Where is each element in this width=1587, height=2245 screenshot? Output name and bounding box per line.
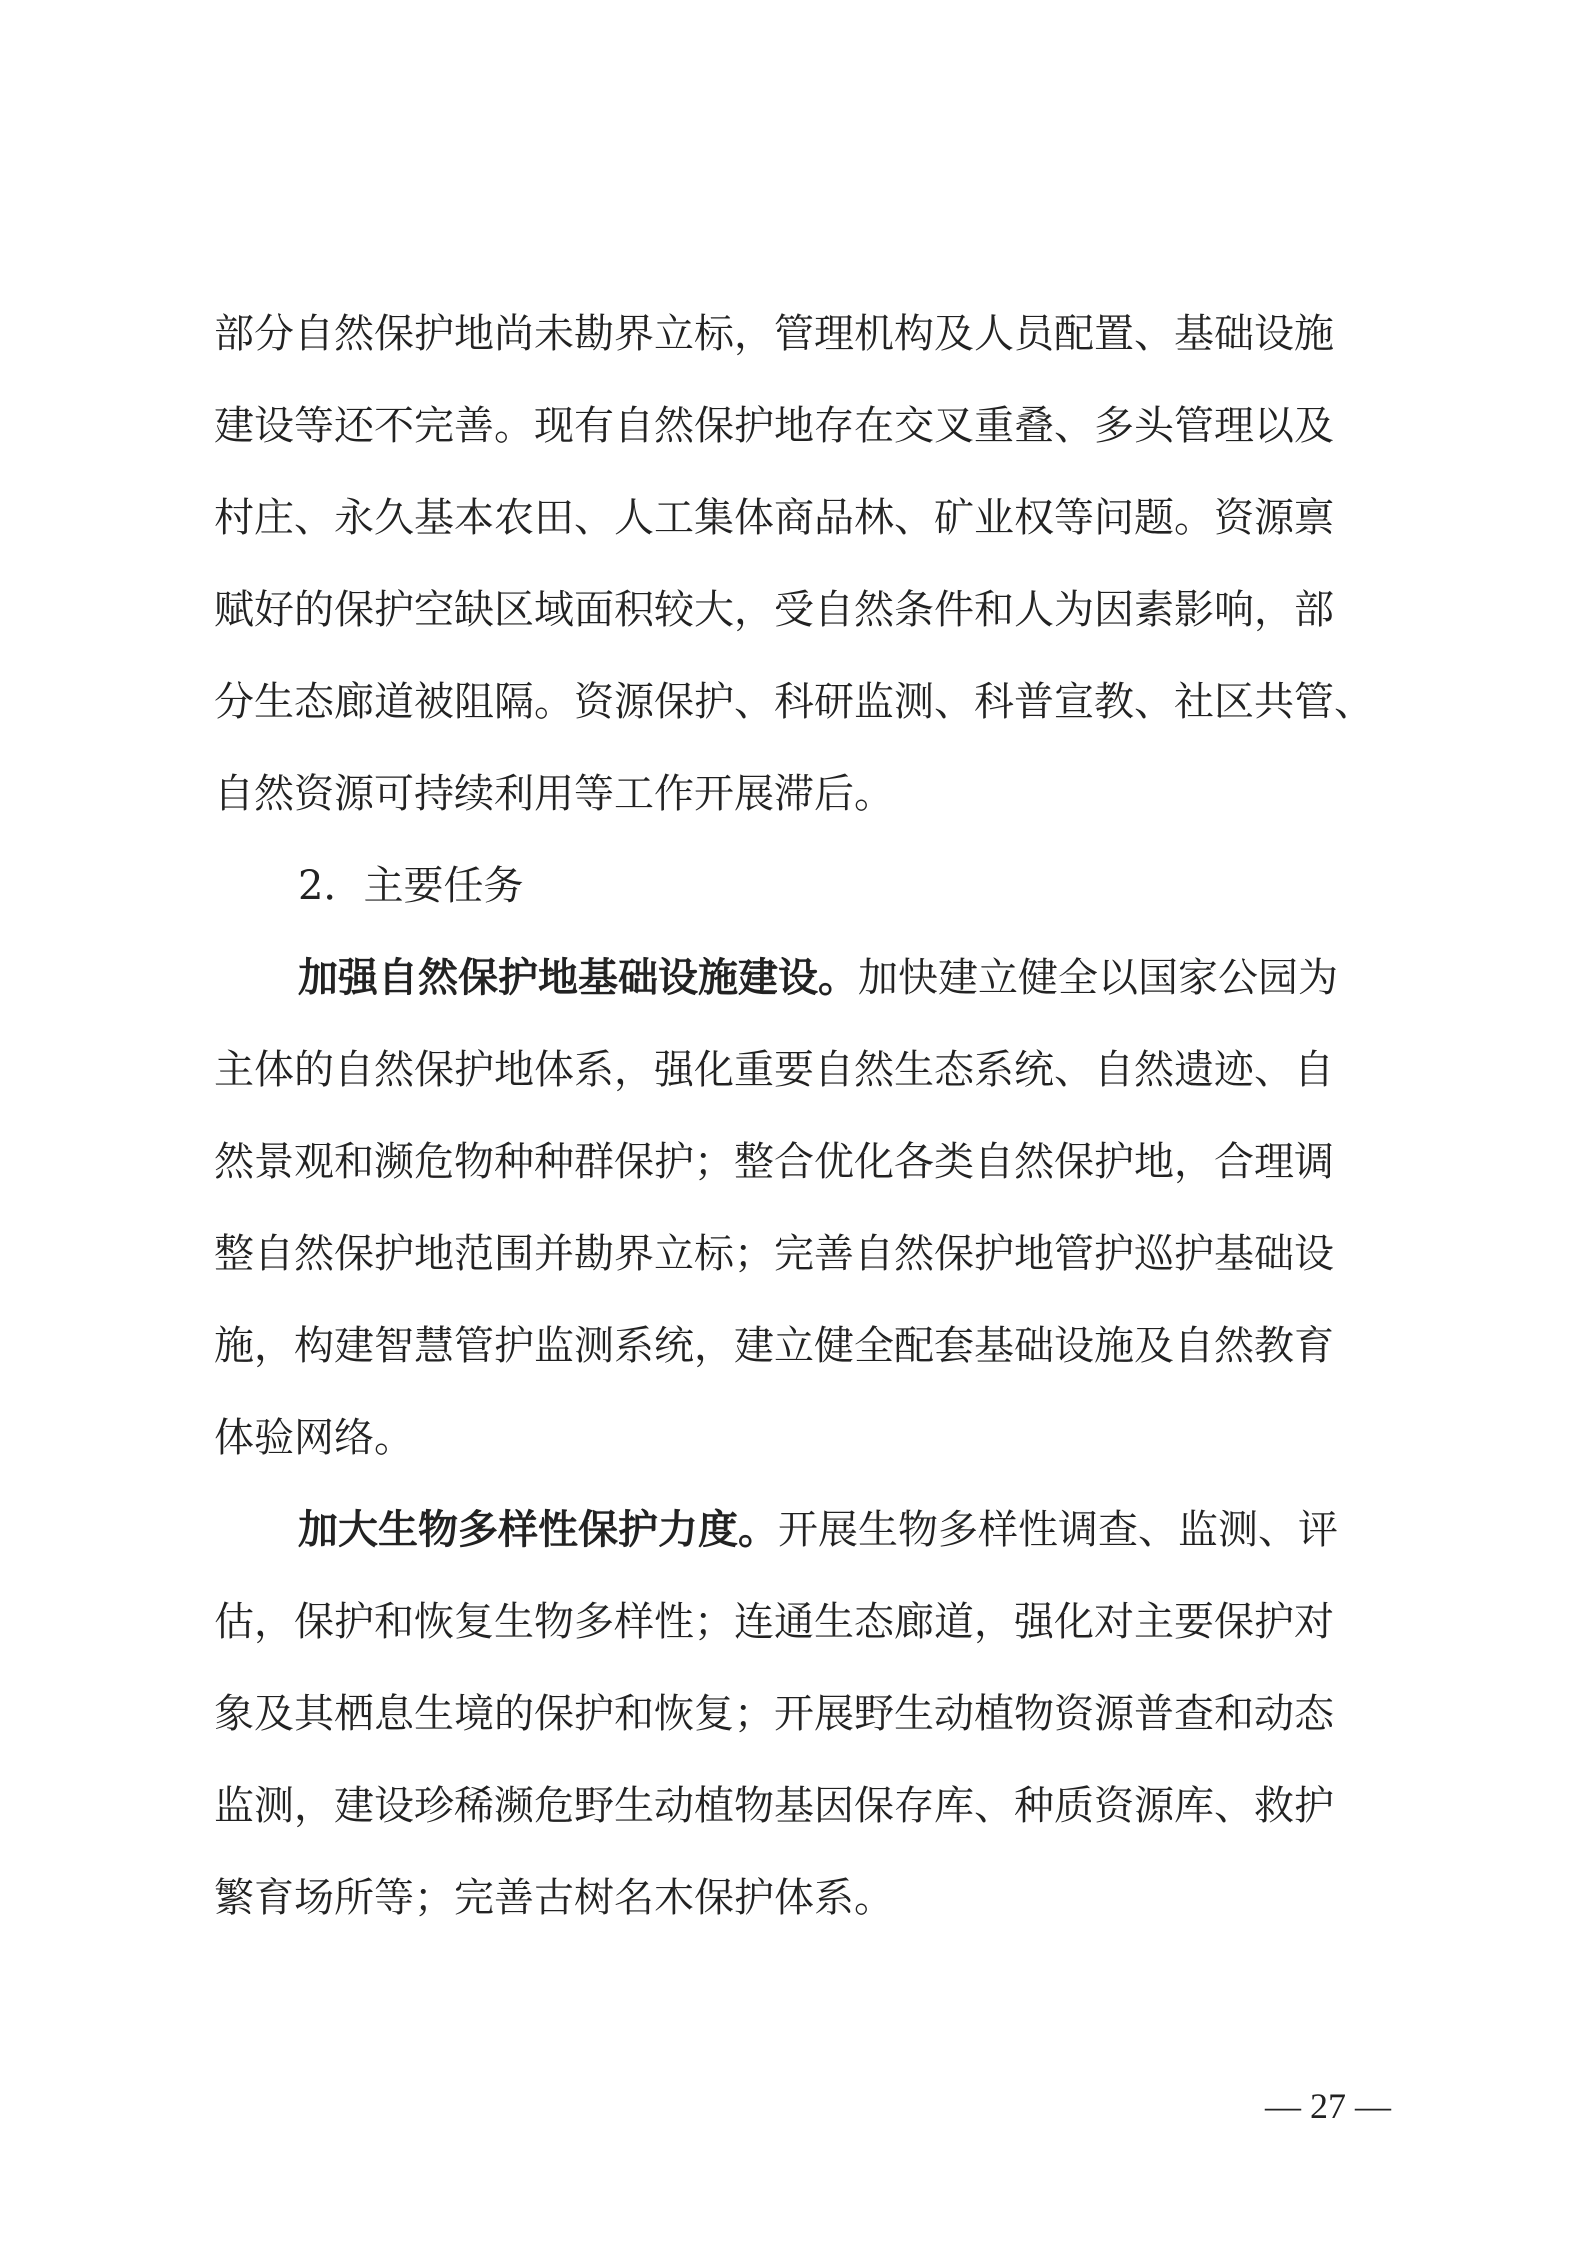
task-1-line: 然景观和濒危物种种群保护；整合优化各类自然保护地，合理调 (214, 1139, 1334, 1185)
task-1-first-line-text: 加快建立健全以国家公园为 (858, 955, 1338, 1001)
task-2-line: 监测，建设珍稀濒危野生动植物基因保存库、种质资源库、救护 (214, 1783, 1334, 1829)
paragraph-line: 自然资源可持续利用等工作开展滞后。 (214, 771, 894, 817)
task-1-line: 整自然保护地范围并勘界立标；完善自然保护地管护巡护基础设 (214, 1231, 1334, 1277)
task-2-title: 加大生物多样性保护力度。 (298, 1506, 778, 1553)
task-1-title: 加强自然保护地基础设施建设。 (298, 954, 858, 1001)
task-2-line: 估，保护和恢复生物多样性；连通生态廊道，强化对主要保护对 (214, 1599, 1334, 1645)
paragraph-line: 村庄、永久基本农田、人工集体商品林、矿业权等问题。资源禀 (214, 495, 1334, 541)
document-body (214, 288, 1392, 1944)
task-1-line: 施，构建智慧管护监测系统，建立健全配套基础设施及自然教育 (214, 1323, 1334, 1369)
task-2-line: 象及其栖息生境的保护和恢复；开展野生动植物资源普查和动态 (214, 1691, 1334, 1737)
task-1-line: 体验网络。 (214, 1415, 414, 1461)
paragraph-line: 赋好的保护空缺区域面积较大，受自然条件和人为因素影响，部 (214, 587, 1334, 633)
task-1-line: 主体的自然保护地体系，强化重要自然生态系统、自然遗迹、自 (214, 1047, 1334, 1093)
paragraph-line: 部分自然保护地尚未勘界立标，管理机构及人员配置、基础设施 (214, 311, 1334, 357)
page-number: — 27 — (1265, 2086, 1391, 2126)
task-1-first-line (214, 932, 1392, 1024)
paragraph-line: 建设等还不完善。现有自然保护地存在交叉重叠、多头管理以及 (214, 403, 1334, 449)
task-2-first-line (214, 1484, 1392, 1576)
task-2-line: 繁育场所等；完善古树名木保护体系。 (214, 1875, 894, 1921)
task-2-first-line-text: 开展生物多样性调查、监测、评 (778, 1507, 1338, 1553)
section-heading: 2．主要任务 (298, 863, 524, 909)
paragraph-line: 分生态廊道被阻隔。资源保护、科研监测、科普宣教、社区共管、 (214, 679, 1374, 725)
